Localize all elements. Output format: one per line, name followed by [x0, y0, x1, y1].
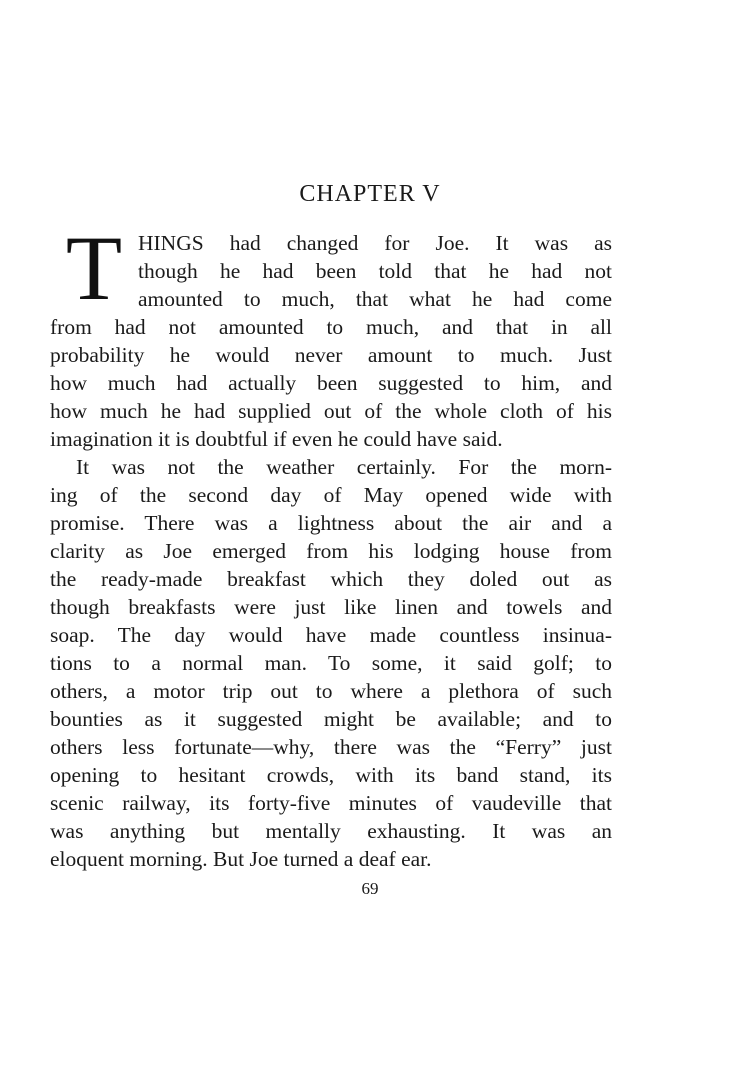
text-line: probability he would never amount to much. Just — [50, 343, 612, 367]
page-number: 69 — [361, 879, 379, 898]
text-line: clarity as Joe emerged from his lodging house from — [50, 539, 612, 563]
text-line: how much had actually been suggested to him, and — [50, 371, 612, 395]
chapter-title: CHAPTER V — [299, 181, 441, 207]
text-line: soap. The day would have made countless insinua- — [50, 623, 612, 647]
text-line: eloquent morning. But Joe turned a deaf ear. — [50, 847, 432, 871]
text-line: amounted to much, that what he had come — [138, 287, 612, 311]
text-line: ing of the second day of May opened wide with — [50, 483, 612, 507]
text-line: others less fortunate—why, there was the “Ferry” just — [50, 735, 612, 759]
drop-cap-letter: T — [65, 217, 123, 319]
text-line: bounties as it suggested might be available; and to — [50, 707, 612, 731]
text-line: It was not the weather certainly. For the morn- — [76, 455, 612, 479]
text-line: scenic railway, its forty-five minutes of vaudeville that — [50, 791, 612, 815]
text-line: tions to a normal man. To some, it said golf; to — [50, 651, 612, 675]
text-line: others, a motor trip out to where a plethora of such — [50, 679, 612, 703]
text-line: was anything but mentally exhausting. It was an — [50, 819, 612, 843]
text-line: imagination it is doubtful if even he could have said. — [50, 427, 503, 451]
text-line: HINGS had changed for Joe. It was as — [138, 231, 612, 255]
text-line: the ready-made breakfast which they doled out as — [50, 567, 612, 591]
text-line: though breakfasts were just like linen and towels and — [50, 595, 612, 619]
text-line: though he had been told that he had not — [138, 259, 612, 283]
text-line: from had not amounted to much, and that in all — [50, 315, 612, 339]
text-line: promise. There was a lightness about the air and a — [50, 511, 612, 535]
text-line: opening to hesitant crowds, with its band stand, its — [50, 763, 612, 787]
chapter-body — [50, 217, 612, 873]
text-line: how much he had supplied out of the whole cloth of his — [50, 399, 612, 423]
